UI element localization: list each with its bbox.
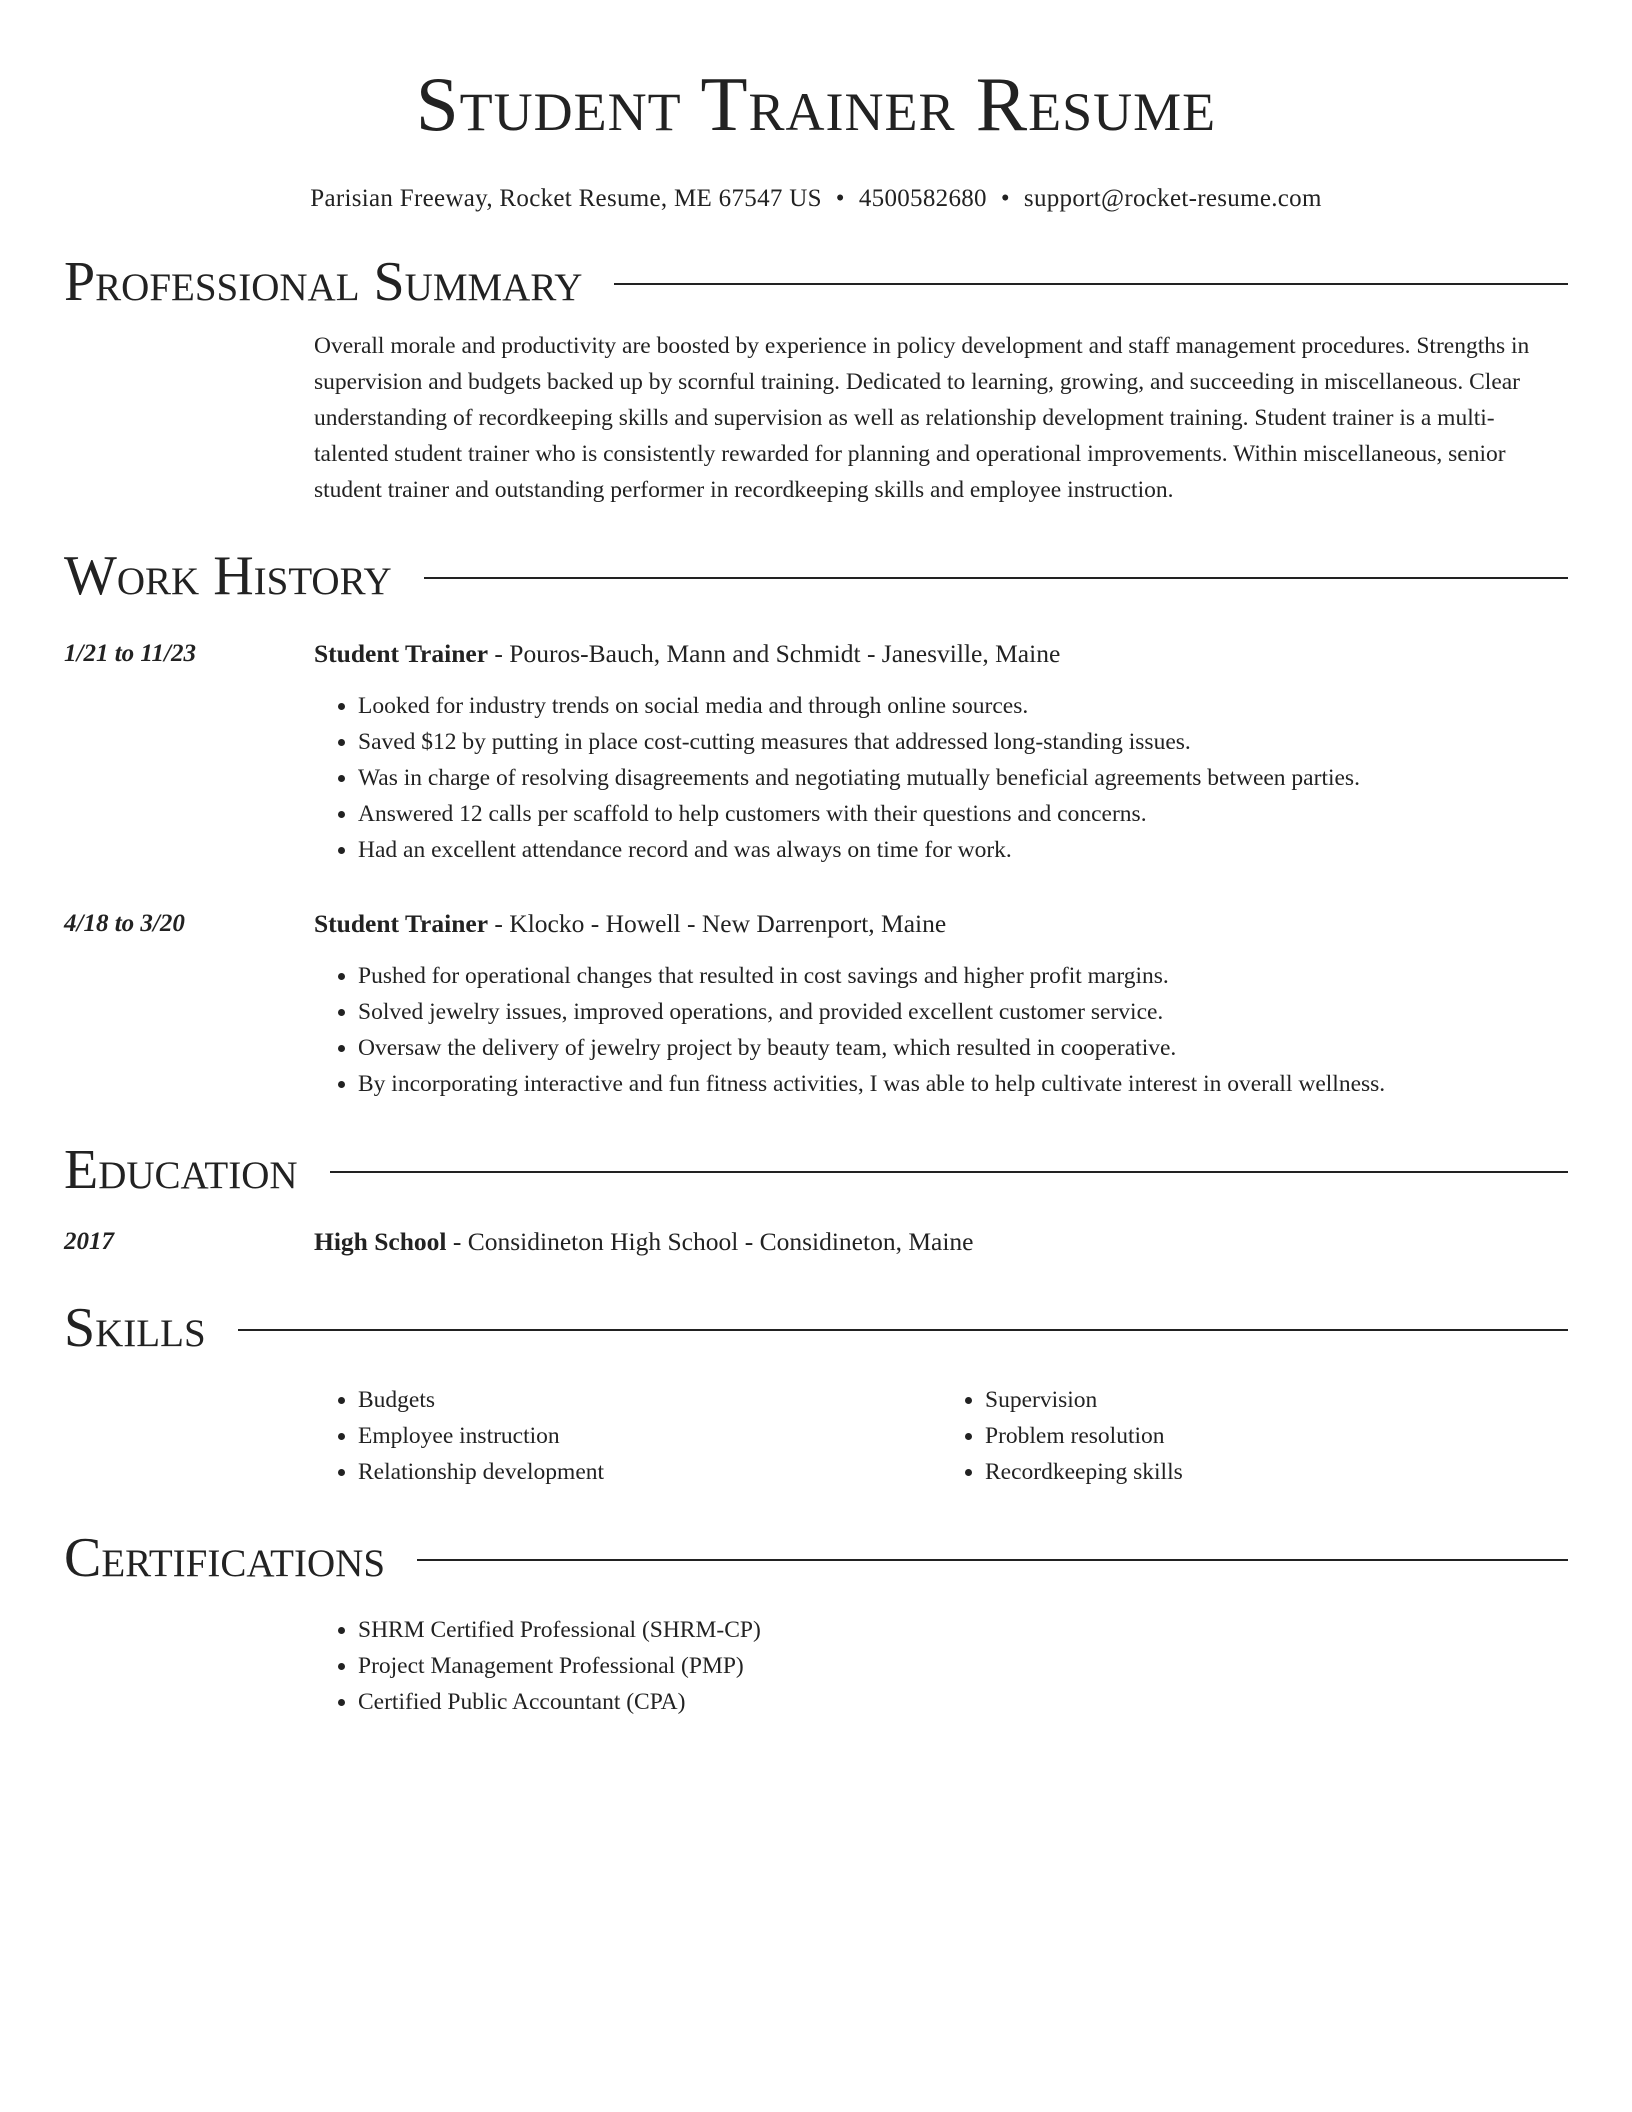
job-title: Student Trainer xyxy=(314,639,489,668)
job-bullets xyxy=(314,958,1568,1102)
skill-item: • Relationship development xyxy=(358,1454,941,1490)
job-bullet: • Oversaw the delivery of jewelry project by beauty team, which resulted in cooperative. xyxy=(358,1030,1568,1066)
job-title-line xyxy=(314,636,1568,672)
section-divider xyxy=(614,283,1568,285)
contact-separator: • xyxy=(835,185,845,212)
resume-title: Student Trainer Resume xyxy=(415,61,1217,147)
summary-text: Overall morale and productivity are boosted by experience in policy development and staff management procedures. Strengths in supervision and budgets backed up by scornful training. Dedicated to learning, growing, and succeeding in miscellaneous. Clear understanding of recordkeeping skills and supervision as well as relationship development training. Student trainer is a multi-talented student trainer who is consistently rewarded for planning and operational improvements. Within miscellaneous, senior student trainer and outstanding performer in recordkeeping skills and employee instruction. xyxy=(314,333,1530,503)
education-entry xyxy=(64,1224,1568,1260)
job-bullet: • Pushed for operational changes that resulted in cost savings and higher profit margins. xyxy=(358,958,1568,994)
education-degree: High School xyxy=(314,1227,447,1256)
section-divider xyxy=(330,1171,1568,1173)
contact-phone: 4500582680 xyxy=(858,185,987,212)
certifications-items xyxy=(314,1612,1568,1720)
skill-item: • Supervision xyxy=(985,1382,1568,1418)
education-section-header xyxy=(64,1138,1568,1202)
work-section-header xyxy=(64,544,1568,608)
contact-line xyxy=(64,184,1568,214)
skills-list xyxy=(314,1382,1568,1490)
skill-item: • Budgets xyxy=(358,1382,941,1418)
certification-item: • Certified Public Accountant (CPA) xyxy=(358,1684,1568,1720)
education-heading: Education xyxy=(64,1139,298,1201)
certifications-list xyxy=(314,1612,1568,1720)
certification-item: • Project Management Professional (PMP) xyxy=(358,1648,1568,1684)
skills-column-right xyxy=(941,1382,1568,1490)
contact-email: support@rocket-resume.com xyxy=(1023,185,1322,212)
summary-section-header xyxy=(64,250,1568,314)
skill-item: • Recordkeeping skills xyxy=(985,1454,1568,1490)
skill-item: • Employee instruction xyxy=(358,1418,941,1454)
certification-item: • SHRM Certified Professional (SHRM-CP) xyxy=(358,1612,1568,1648)
job-content xyxy=(314,906,1568,1102)
certifications-section-header xyxy=(64,1526,1568,1590)
job-details: - Pouros-Bauch, Mann and Schmidt - Janesville, Maine xyxy=(488,639,1061,668)
skills-heading: Skills xyxy=(64,1297,206,1359)
job-title-line xyxy=(314,906,1568,942)
job-bullet: • Was in charge of resolving disagreements and negotiating mutually beneficial agreements between parties. xyxy=(358,760,1568,796)
summary-heading: Professional Summary xyxy=(64,251,583,313)
job-entry xyxy=(64,906,1568,1102)
section-divider xyxy=(238,1329,1568,1331)
job-title: Student Trainer xyxy=(314,909,489,938)
job-entry xyxy=(64,636,1568,868)
skills-column-left xyxy=(314,1382,941,1490)
education-year: 2017 xyxy=(64,1228,114,1255)
certifications-heading: Certifications xyxy=(64,1527,386,1589)
job-bullets xyxy=(314,688,1568,868)
skill-item: • Problem resolution xyxy=(985,1418,1568,1454)
job-bullet: • By incorporating interactive and fun fitness activities, I was able to help cultivate interest in overall wellness. xyxy=(358,1066,1568,1102)
section-divider xyxy=(424,577,1568,579)
work-heading: Work History xyxy=(64,545,392,607)
job-dates: 4/18 to 3/20 xyxy=(64,910,185,937)
job-dates: 1/21 to 11/23 xyxy=(64,640,196,667)
job-bullet: • Solved jewelry issues, improved operations, and provided excellent customer service. xyxy=(358,994,1568,1030)
contact-address: Parisian Freeway, Rocket Resume, ME 67547 US xyxy=(310,185,822,212)
job-bullet: • Had an excellent attendance record and was always on time for work. xyxy=(358,832,1568,868)
section-divider xyxy=(417,1559,1568,1561)
job-bullet: • Answered 12 calls per scaffold to help customers with their questions and concerns. xyxy=(358,796,1568,832)
job-details: - Klocko - Howell - New Darrenport, Maine xyxy=(488,909,947,938)
education-line xyxy=(314,1224,1568,1260)
job-bullet: • Saved $12 by putting in place cost-cutting measures that addressed long-standing issues. xyxy=(358,724,1568,760)
job-content xyxy=(314,636,1568,868)
job-bullet: • Looked for industry trends on social media and through online sources. xyxy=(358,688,1568,724)
contact-separator: • xyxy=(1000,185,1010,212)
education-details: - Considineton High School - Considineton, Maine xyxy=(446,1227,974,1256)
skills-section-header xyxy=(64,1296,1568,1360)
